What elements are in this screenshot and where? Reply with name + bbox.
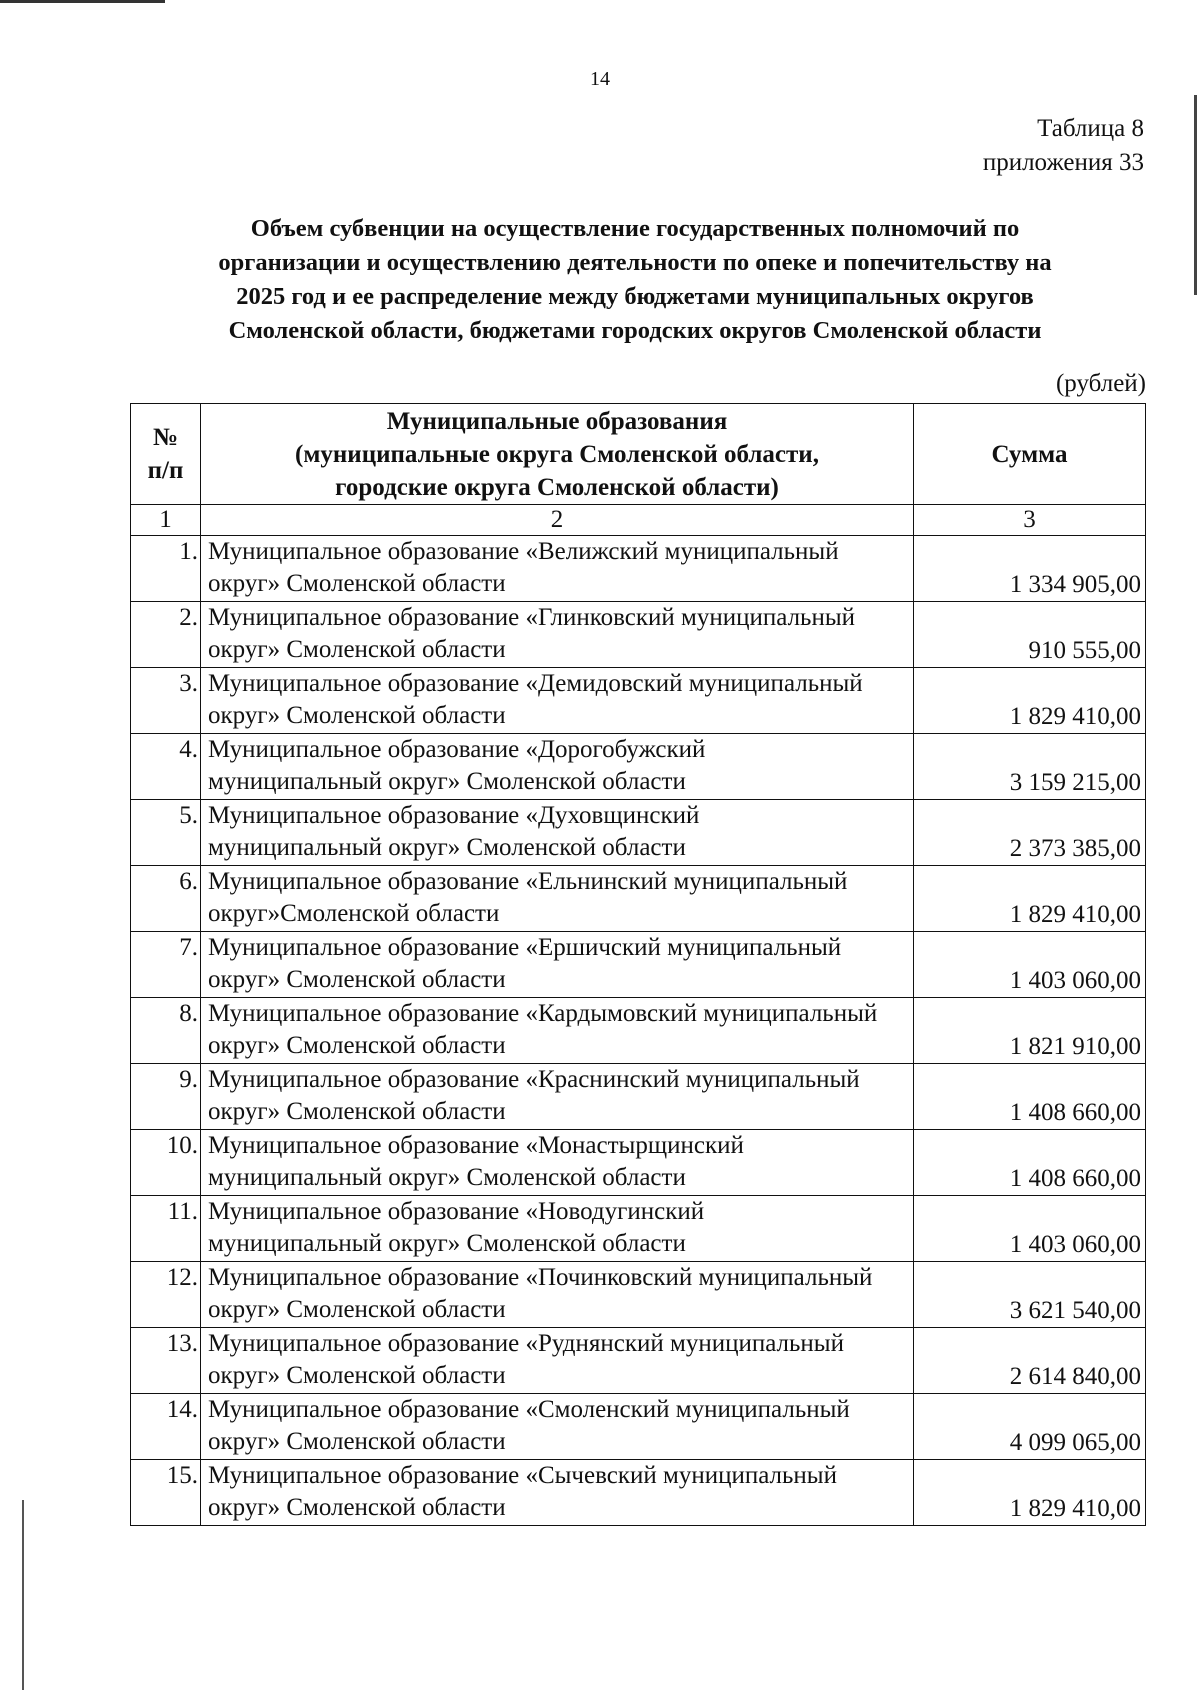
subvention-amount: 910 555,00 — [914, 602, 1146, 668]
row-number: 1. — [131, 536, 201, 602]
municipality-name — [201, 536, 914, 602]
row-number: 10. — [131, 1130, 201, 1196]
row-number: 3. — [131, 668, 201, 734]
municipality-name-line2: муниципальный округ» Смоленской области — [208, 768, 686, 795]
table-row — [131, 800, 1146, 866]
column-number: 1 — [131, 505, 201, 536]
municipality-name-line2: округ» Смоленской области — [208, 636, 506, 663]
table-row — [131, 998, 1146, 1064]
table-row — [131, 602, 1146, 668]
municipality-name-line1: Муниципальное образование «Ершичский муниципальный — [208, 934, 842, 961]
municipality-name-line2: муниципальный округ» Смоленской области — [208, 1230, 686, 1257]
municipality-name — [201, 800, 914, 866]
subvention-amount: 2 614 840,00 — [914, 1328, 1146, 1394]
municipality-name-line2: округ» Смоленской области — [208, 1296, 506, 1323]
title-line3: 2025 год и ее распределение между бюджетами муниципальных округов — [236, 283, 1034, 310]
subvention-amount: 1 408 660,00 — [914, 1130, 1146, 1196]
municipality-name-line1: Муниципальное образование «Смоленский муниципальный — [208, 1396, 850, 1423]
table-row — [131, 734, 1146, 800]
header-entity — [201, 404, 914, 505]
row-number: 12. — [131, 1262, 201, 1328]
subvention-amount: 1 821 910,00 — [914, 998, 1146, 1064]
subvention-amount: 1 334 905,00 — [914, 536, 1146, 602]
subvention-amount: 1 408 660,00 — [914, 1064, 1146, 1130]
subvention-amount: 2 373 385,00 — [914, 800, 1146, 866]
scan-edge-right — [1194, 95, 1197, 295]
municipality-name-line1: Муниципальное образование «Кардымовский муниципальный — [208, 1000, 878, 1027]
municipality-name-line1: Муниципальное образование «Духовщинский — [208, 802, 700, 829]
municipality-name-line2: округ» Смоленской области — [208, 1032, 506, 1059]
municipality-name-line2: округ» Смоленской области — [208, 966, 506, 993]
subvention-amount: 1 829 410,00 — [914, 1460, 1146, 1526]
row-number: 2. — [131, 602, 201, 668]
column-number: 2 — [201, 505, 914, 536]
title-line1: Объем субвенции на осуществление государственных полномочий по — [250, 215, 1020, 242]
municipality-name-line1: Муниципальное образование «Новодугинский — [208, 1198, 705, 1225]
table-row — [131, 1394, 1146, 1460]
table-row — [131, 1130, 1146, 1196]
municipality-name-line2: округ» Смоленской области — [208, 570, 506, 597]
municipality-name — [201, 1130, 914, 1196]
units-label: (рублей) — [1055, 370, 1146, 397]
column-number-row — [131, 505, 1146, 536]
subvention-amount: 1 829 410,00 — [914, 668, 1146, 734]
municipality-name-line1: Муниципальное образование «Ельнинский муниципальный — [208, 868, 848, 895]
row-number: 15. — [131, 1460, 201, 1526]
subvention-amount: 3 621 540,00 — [914, 1262, 1146, 1328]
municipality-name-line1: Муниципальное образование «Демидовский муниципальный — [208, 670, 863, 697]
row-number: 4. — [131, 734, 201, 800]
document-title — [120, 212, 1150, 348]
municipality-name-line1: Муниципальное образование «Дорогобужский — [208, 736, 706, 763]
table-header-row — [131, 404, 1146, 505]
header-entity-line3: городские округа Смоленской области) — [335, 473, 779, 501]
table-row — [131, 866, 1146, 932]
municipality-name-line2: муниципальный округ» Смоленской области — [208, 834, 686, 861]
table-ref-line1: Таблица 8 — [1037, 115, 1144, 142]
table-row — [131, 932, 1146, 998]
municipality-name — [201, 1262, 914, 1328]
municipality-name — [201, 734, 914, 800]
row-number: 7. — [131, 932, 201, 998]
row-number: 14. — [131, 1394, 201, 1460]
municipality-name-line2: муниципальный округ» Смоленской области — [208, 1164, 686, 1191]
subvention-amount: 4 099 065,00 — [914, 1394, 1146, 1460]
municipality-name-line1: Муниципальное образование «Сычевский муниципальный — [208, 1462, 837, 1489]
table-row — [131, 1328, 1146, 1394]
municipality-name-line1: Муниципальное образование «Монастырщинский — [208, 1132, 744, 1159]
column-number: 3 — [914, 505, 1146, 536]
title-line2: организации и осуществлению деятельности по опеке и попечительству на — [218, 249, 1052, 276]
municipality-name-line1: Муниципальное образование «Велижский муниципальный — [208, 538, 839, 565]
header-sum: Сумма — [914, 404, 1146, 505]
municipality-name-line1: Муниципальное образование «Починковский муниципальный — [208, 1264, 873, 1291]
municipality-name — [201, 668, 914, 734]
table-row — [131, 1064, 1146, 1130]
scan-edge-top — [0, 0, 165, 3]
table-reference — [983, 112, 1144, 180]
subvention-amount: 1 403 060,00 — [914, 1196, 1146, 1262]
municipality-name — [201, 932, 914, 998]
table-ref-line2: приложения 33 — [982, 149, 1144, 176]
row-number: 9. — [131, 1064, 201, 1130]
municipality-name — [201, 998, 914, 1064]
subvention-amount: 1 403 060,00 — [914, 932, 1146, 998]
header-number-line2: п/п — [147, 457, 184, 484]
municipality-name-line2: округ» Смоленской области — [208, 1098, 506, 1125]
municipality-name-line2: округ»Смоленской области — [208, 900, 500, 927]
municipality-name — [201, 1394, 914, 1460]
subvention-table — [130, 403, 1146, 1526]
row-number: 8. — [131, 998, 201, 1064]
row-number: 13. — [131, 1328, 201, 1394]
subvention-amount: 3 159 215,00 — [914, 734, 1146, 800]
municipality-name — [201, 866, 914, 932]
row-number: 11. — [131, 1196, 201, 1262]
page-number: 14 — [590, 68, 610, 90]
table-row — [131, 1460, 1146, 1526]
scan-edge-left — [22, 1500, 24, 1690]
row-number: 6. — [131, 866, 201, 932]
municipality-name — [201, 1064, 914, 1130]
header-entity-line2: (муниципальные округа Смоленской области, — [295, 440, 819, 468]
header-number — [131, 404, 201, 505]
header-entity-line1: Муниципальные образования — [386, 407, 728, 435]
header-number-line1: № — [152, 424, 179, 451]
municipality-name-line2: округ» Смоленской области — [208, 1362, 506, 1389]
table-row — [131, 1262, 1146, 1328]
row-number: 5. — [131, 800, 201, 866]
table-row — [131, 536, 1146, 602]
municipality-name-line2: округ» Смоленской области — [208, 702, 506, 729]
municipality-name-line1: Муниципальное образование «Глинковский муниципальный — [208, 604, 855, 631]
municipality-name-line1: Муниципальное образование «Краснинский муниципальный — [208, 1066, 860, 1093]
municipality-name-line1: Муниципальное образование «Руднянский муниципальный — [208, 1330, 844, 1357]
municipality-name — [201, 1460, 914, 1526]
municipality-name-line2: округ» Смоленской области — [208, 1428, 506, 1455]
municipality-name — [201, 1328, 914, 1394]
municipality-name-line2: округ» Смоленской области — [208, 1494, 506, 1521]
table-row — [131, 1196, 1146, 1262]
subvention-amount: 1 829 410,00 — [914, 866, 1146, 932]
table-row — [131, 668, 1146, 734]
municipality-name — [201, 602, 914, 668]
title-line4: Смоленской области, бюджетами городских округов Смоленской области — [228, 317, 1042, 344]
municipality-name — [201, 1196, 914, 1262]
